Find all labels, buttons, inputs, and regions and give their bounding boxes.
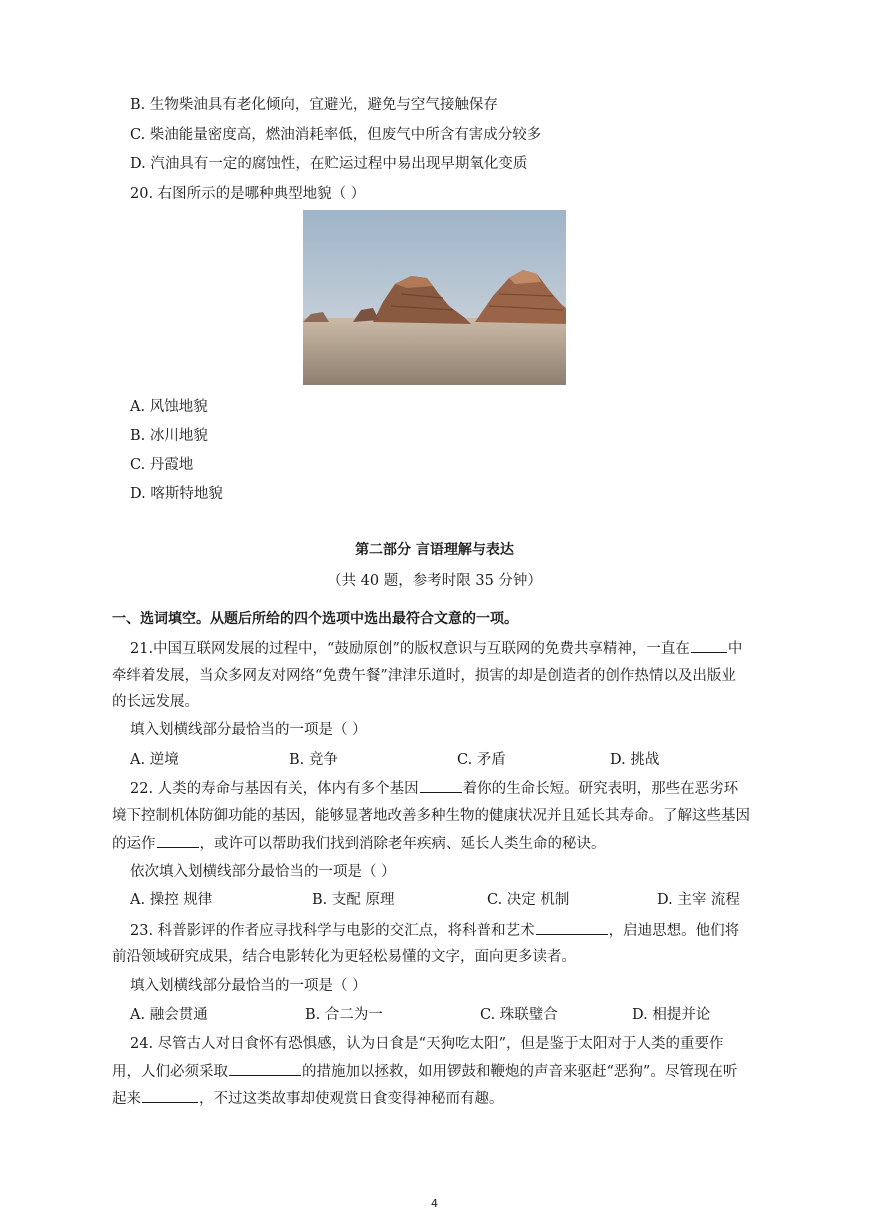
q22-option-c: C. 决定 机制 <box>487 892 570 908</box>
q23-prompt: 填入划横线部分最恰当的一项是（ ） <box>130 978 367 994</box>
q23-option-c: C. 珠联璧合 <box>480 1007 558 1023</box>
q19-option-d: D. 汽油具有一定的腐蚀性，在贮运过程中易出现早期氧化变质 <box>130 156 528 172</box>
part2-subtitle: （共 40 题，参考时限 35 分钟） <box>327 573 542 589</box>
q22-line2: 境下控制机体防御功能的基因，能够显著地改善多种生物的健康状况并且延长其寿命。了解这些基因 <box>112 808 750 824</box>
q22-prompt: 依次填入划横线部分最恰当的一项是（ ） <box>130 864 396 880</box>
q24-line3: 起来 ，不过这类故事却使观赏日食变得神秘而有趣。 <box>112 1088 504 1109</box>
q23-line2: 前沿领域研究成果，结合电影转化为更轻松易懂的文字，面向更多读者。 <box>112 949 576 965</box>
q22-line3: 的运作 ，或许可以帮助我们找到消除老年疾病、延长人类生命的秘诀。 <box>112 833 606 854</box>
q19-option-b: B. 生物柴油具有老化倾向，宜避光，避免与空气接触保存 <box>130 97 498 113</box>
answer-blank <box>691 638 727 653</box>
q21-option-a: A. 逆境 <box>130 752 179 768</box>
q21-option-d: D. 挑战 <box>610 752 660 768</box>
q23-option-a: A. 融会贯通 <box>130 1007 208 1023</box>
q19-option-c: C. 柴油能量密度高，燃油消耗率低，但废气中所含有害成分较多 <box>130 127 542 143</box>
q20-stem: 20. 右图所示的是哪种典型地貌（ ） <box>130 186 366 202</box>
q20-option-d: D. 喀斯特地貌 <box>130 486 223 502</box>
q20-option-c: C. 丹霞地 <box>130 457 194 473</box>
q20-option-a: A. 风蚀地貌 <box>130 399 208 415</box>
answer-blank <box>142 1088 198 1103</box>
q21-line1: 21.中国互联网发展的过程中，“鼓励原创”的版权意识与互联网的免费共享精神，一直在 中 <box>130 638 742 659</box>
q21-prompt: 填入划横线部分最恰当的一项是（ ） <box>130 722 367 738</box>
q23-line1: 23. 科普影评的作者应寻找科学与电影的交汇点，将科普和艺术 ，启迪思想。他们将 <box>130 920 739 941</box>
answer-blank <box>420 778 462 793</box>
part2-title: 第二部分 言语理解与表达 <box>355 542 514 558</box>
q21-line2: 牵绊着发展，当众多网友对网络“免费午餐”津津乐道时，损害的却是创造者的创作热情以及出版业 <box>112 668 736 684</box>
q20-option-b: B. 冰川地貌 <box>130 428 208 444</box>
q21-option-c: C. 矛盾 <box>457 752 506 768</box>
answer-blank <box>157 833 199 848</box>
landform-photo <box>303 210 566 385</box>
q22-option-a: A. 操控 规律 <box>130 892 213 908</box>
q23-option-b: B. 合二为一 <box>305 1007 383 1023</box>
answer-blank <box>536 920 608 935</box>
q24-line1: 24. 尽管古人对日食怀有恐惧感，认为日食是“天狗吃太阳”，但是鉴于太阳对于人类的重要作 <box>130 1036 724 1052</box>
q21-option-b: B. 竞争 <box>289 752 338 768</box>
answer-blank <box>229 1061 301 1076</box>
section1-heading: 一、选词填空。从题后所给的四个选项中选出最符合文意的一项。 <box>112 611 518 627</box>
q21-line3: 的长远发展。 <box>112 694 199 710</box>
q22-line1: 22. 人类的寿命与基因有关，体内有多个基因 着你的生命长短。研究表明，那些在恶劣环 <box>130 778 738 799</box>
page-number: 4 <box>431 1197 438 1210</box>
q22-option-b: B. 支配 原理 <box>312 892 395 908</box>
q23-option-d: D. 相提并论 <box>632 1007 711 1023</box>
q22-option-d: D. 主宰 流程 <box>657 892 740 908</box>
q24-line2: 用，人们必须采取 的措施加以拯救，如用锣鼓和鞭炮的声音来驱赶“恶狗”。尽管现在听 <box>112 1061 737 1082</box>
